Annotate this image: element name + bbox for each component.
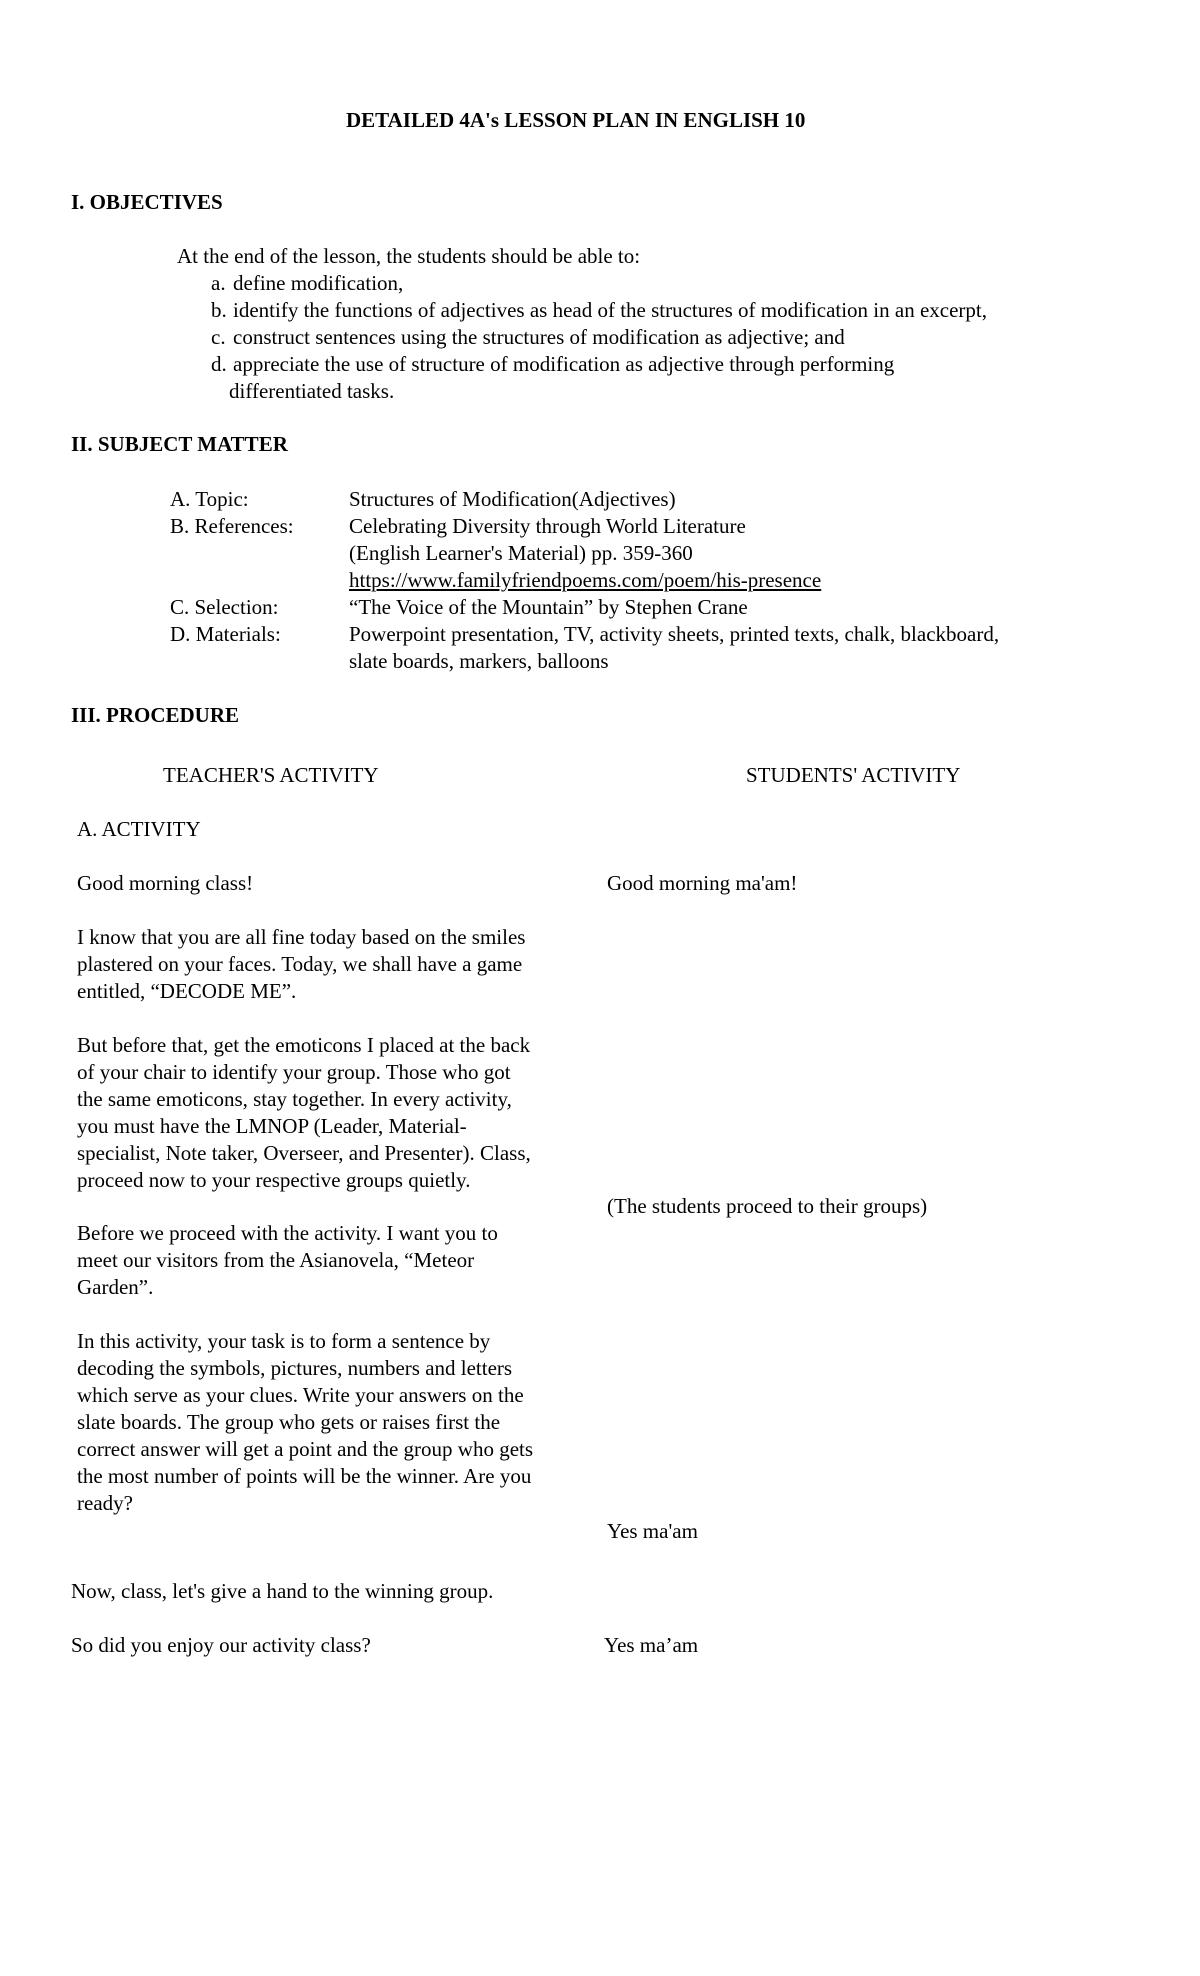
selection-label: C. Selection:: [170, 595, 279, 619]
teacher-paragraph-visitors: Before we proceed with the activity. I want you to meet our visitors from the Asianovela, “Meteor Garden”.: [77, 1221, 498, 1299]
section-a-activity: A. ACTIVITY: [77, 817, 201, 841]
objective-letter-c: c.: [211, 325, 226, 349]
teacher-activity-header: TEACHER'S ACTIVITY: [163, 763, 379, 787]
teacher-winning-group: Now, class, let's give a hand to the winning group.: [71, 1579, 494, 1603]
students-activity-header: STUDENTS' ACTIVITY: [746, 763, 961, 787]
materials-line-2: slate boards, markers, balloons: [349, 649, 609, 673]
student-greeting: Good morning ma'am!: [607, 871, 798, 895]
references-link[interactable]: https://www.familyfriendpoems.com/poem/his-presence: [349, 568, 822, 592]
materials-label: D. Materials:: [170, 622, 281, 646]
materials-line-1: Powerpoint presentation, TV, activity sheets, printed texts, chalk, blackboard,: [349, 622, 1000, 646]
selection-value: “The Voice of the Mountain” by Stephen Crane: [349, 595, 748, 619]
student-enjoy-answer: Yes ma’am: [604, 1633, 699, 1657]
objectives-heading: I. OBJECTIVES: [71, 190, 223, 214]
objective-letter-d: d.: [211, 352, 227, 376]
objective-text-d-cont: differentiated tasks.: [229, 379, 395, 403]
teacher-enjoy-question: So did you enjoy our activity class?: [71, 1633, 371, 1657]
student-proceed: (The students proceed to their groups): [607, 1194, 928, 1218]
teacher-paragraph-groups: But before that, get the emoticons I placed at the back of your chair to identify your group. Those who got the same emoticons, stay together. In every activity, you must have the LMNOP (Leader, Material- specialist, Note taker, Overseer, and Presenter). Class, proceed now to your respective groups quietly.: [77, 1033, 531, 1192]
teacher-paragraph-task: In this activity, your task is to form a sentence by decoding the symbols, pictures, numbers and letters which serve as your clues. Write your answers on the slate boards. The group who gets or raises first the correct answer will get a point and the group who gets the most number of points will be the winner. Are you ready?: [77, 1329, 534, 1515]
objective-text-d: appreciate the use of structure of modification as adjective through performing: [233, 352, 895, 376]
objectives-intro: At the end of the lesson, the students should be able to:: [177, 244, 641, 268]
student-ready-answer: Yes ma'am: [607, 1519, 698, 1543]
teacher-greeting: Good morning class!: [77, 871, 254, 895]
objective-letter-b: b.: [211, 298, 227, 322]
objective-text-b: identify the functions of adjectives as head of the structures of modification in an excerpt,: [233, 298, 988, 322]
objective-text-c: construct sentences using the structures of modification as adjective; and: [233, 325, 845, 349]
procedure-heading: III. PROCEDURE: [71, 703, 240, 727]
objective-text-a: define modification,: [233, 271, 404, 295]
document-title: DETAILED 4A's LESSON PLAN IN ENGLISH 10: [346, 108, 806, 132]
references-line-1: Celebrating Diversity through World Literature: [349, 514, 746, 538]
references-line-2: (English Learner's Material) pp. 359-360: [349, 541, 693, 565]
topic-value: Structures of Modification(Adjectives): [349, 487, 676, 511]
teacher-paragraph-decode: I know that you are all fine today based on the smiles plastered on your faces. Today, we shall have a game entitled, “DECODE ME”.: [77, 925, 526, 1003]
objective-letter-a: a.: [211, 271, 226, 295]
references-label: B. References:: [170, 514, 294, 538]
topic-label: A. Topic:: [170, 487, 249, 511]
subject-matter-heading: II. SUBJECT MATTER: [71, 432, 288, 456]
